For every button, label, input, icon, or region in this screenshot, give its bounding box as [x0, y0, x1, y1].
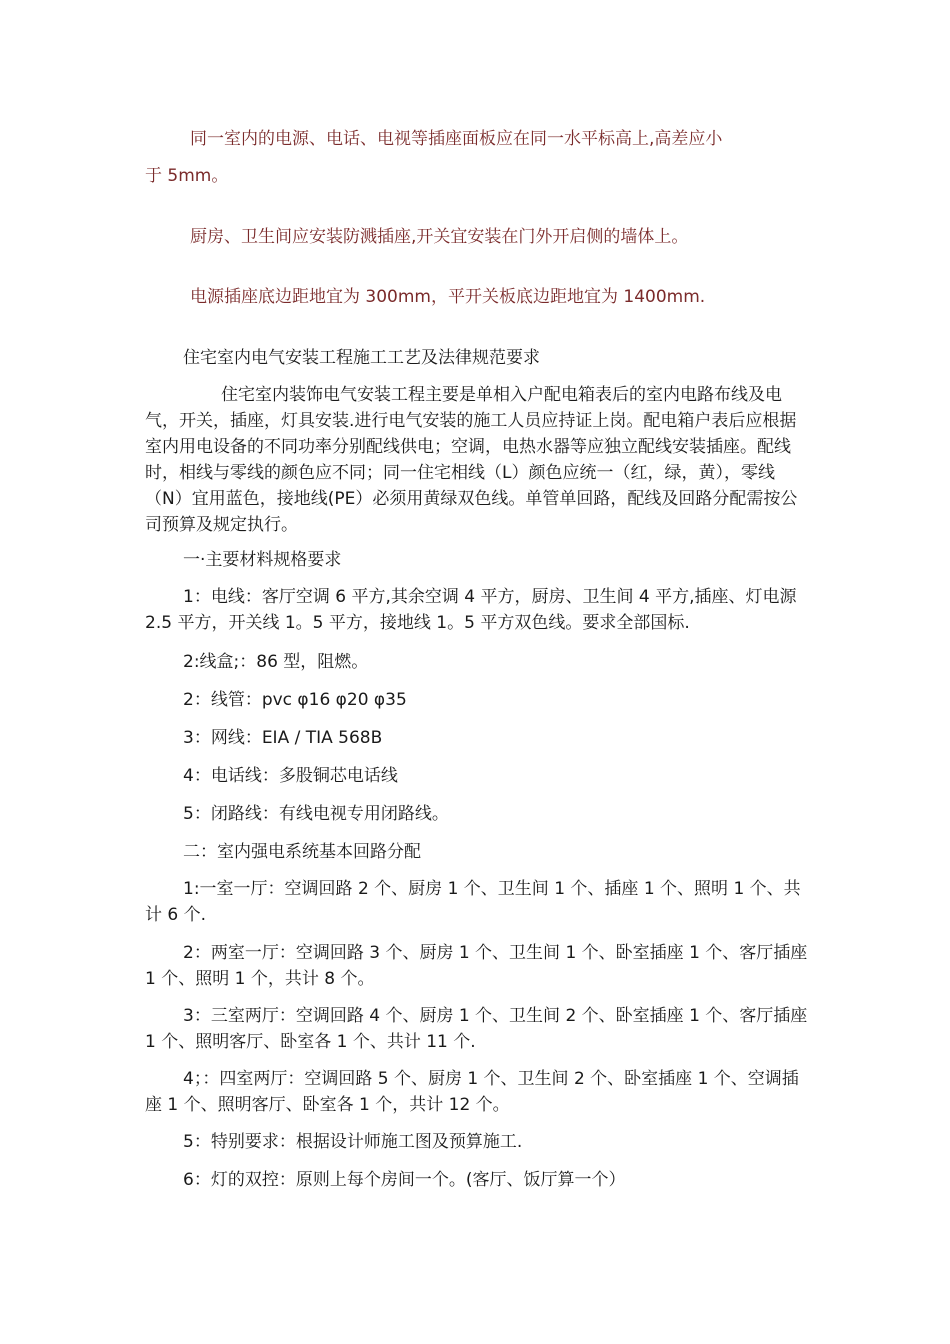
circuit-item-3: 3：三室两厅：空调回路 4 个、厨房 1 个、卫生间 2 个、卧室插座 1 个、客厅插座 1 个、照明客厅、卧室各 1 个、共计 11 个.	[145, 1006, 808, 1052]
material-item-box: 2:线盒;：86 型，阻燃。	[183, 652, 369, 672]
section-title-materials: 一·主要材料规格要求	[183, 550, 342, 570]
material-item-coax: 5：闭路线：有线电视专用闭路线。	[183, 804, 449, 824]
note-mount-height: 电源插座底边距地宜为 300mm，平开关板底边距地宜为 1400mm.	[190, 287, 706, 307]
circuit-item-4: 4；：四室两厅：空调回路 5 个、厨房 1 个、卫生间 2 个、卧室插座 1 个、空调插座 1 个、照明客厅、卧室各 1 个，共计 12 个。	[145, 1069, 799, 1115]
note-outlet-height: 同一室内的电源、电话、电视等插座面板应在同一水平标高上,高差应小	[190, 129, 723, 149]
section-title-circuits: 二：室内强电系统基本回路分配	[183, 842, 421, 862]
material-item-network: 3：网线：EIA / TIA 568B	[183, 728, 383, 748]
intro-paragraph: 住宅室内装饰电气安装工程主要是单相入户配电箱表后的室内电路布线及电气，开关，插座，灯具安装.进行电气安装的施工人员应持证上岗。配电箱户表后应根据室内用电设备的不同功率分别配线供电；空调，电热水器等应独立配线安装插座。配线时，相线与零线的颜色应不同；同一住宅相线（L）颜色应统一（红，绿，黄），零线（N）宜用蓝色，接地线(PE）必须用黄绿双色线。单管单回路，配线及回路分配需按公司预算及规定执行。	[145, 385, 798, 535]
material-item-wire: 1：电线：客厅空调 6 平方,其余空调 4 平方，厨房、卫生间 4 平方,插座、灯电源 2.5 平方，开关线 1。5 平方，接地线 1。5 平方双色线。要求全部国标.	[145, 587, 797, 633]
material-item-phone: 4：电话线：多股铜芯电话线	[183, 766, 398, 786]
note-splash-proof: 厨房、卫生间应安装防溅插座,开关宜安装在门外开启侧的墙体上。	[190, 227, 689, 247]
circuit-item-2: 2：两室一厅：空调回路 3 个、厨房 1 个、卫生间 1 个、卧室插座 1 个、客厅插座 1 个、照明 1 个，共计 8 个。	[145, 943, 808, 989]
circuit-item-5: 5：特别要求：根据设计师施工图及预算施工.	[183, 1132, 523, 1152]
circuit-item-1: 1:一室一厅：空调回路 2 个、厨房 1 个、卫生间 1 个、插座 1 个、照明 1 个、共计 6 个.	[145, 879, 801, 925]
document-heading: 住宅室内电气安装工程施工工艺及法律规范要求	[183, 348, 540, 368]
material-item-conduit: 2：线管：pvc φ16 φ20 φ35	[183, 690, 407, 710]
note-outlet-height-cont: 于 5mm。	[145, 166, 229, 186]
circuit-item-6: 6：灯的双控：原则上每个房间一个。(客厅、饭厅算一个）	[183, 1170, 626, 1190]
